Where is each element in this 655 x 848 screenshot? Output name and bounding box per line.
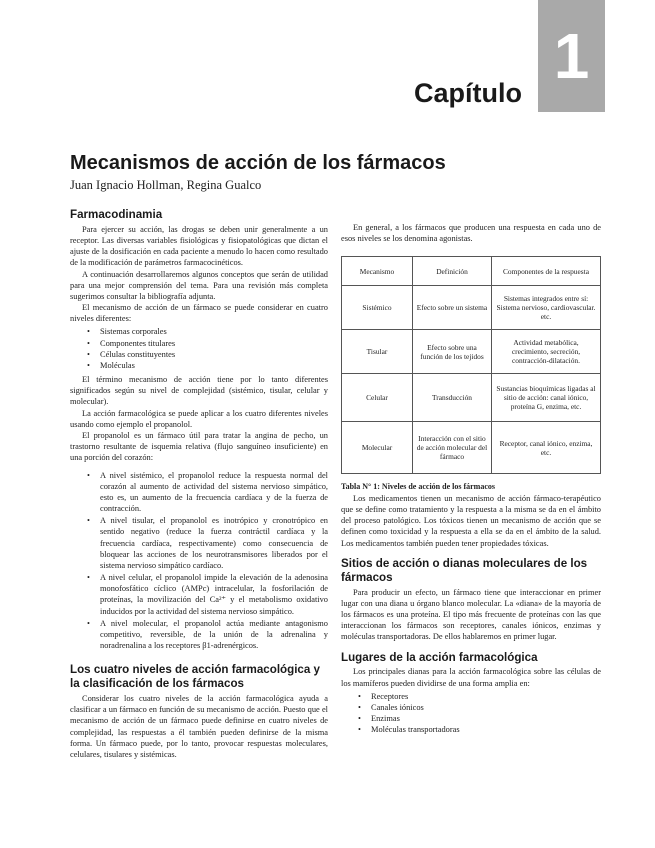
list-item: • Moléculas transportadoras [371,724,601,735]
list-item: • A nivel sistémico, el propanolol reduce la respuesta normal del corazón al aumento de actividad del sistema nervioso simpático, esto es, un aumento de la frecuencia cardíaca y de la fuerza de contracción. [100,470,328,515]
paragraph: El término mecanismo de acción tiene por lo tanto diferentes significados según su nivel de complejidad (sistémico, tisular, celular y molecular). [70,375,328,407]
paragraph: En general, a los fármacos que producen una respuesta en cada uno de esos niveles se los denomina agonistas. [341,223,601,244]
table-caption: Tabla N° 1: Niveles de acción de los fármacos [341,482,496,492]
list-item: • Receptores [371,691,601,702]
paragraph: Los principales dianas para la acción farmacológica sobre las células de los mamíferos pueden dividirse de una forma amplia en: [341,667,601,688]
table-header-cell: Definición [413,257,492,286]
table-cell: Sistemas integrados entre sí: Sistema nervioso, cardiovascular. etc. [492,286,601,330]
list-item: • Componentes titulares [100,338,328,349]
page-title: Mecanismos de acción de los fármacos [70,152,446,174]
right-column [341,222,601,738]
targets-list [341,691,601,736]
table-header-row [342,257,601,286]
table-header-cell: Mecanismo [342,257,413,286]
paragraph: A continuación desarrollaremos algunos conceptos que serán de utilidad para una mejor comprensión del tema. Para una revisión más completa sugerimos consultar la bibliografía adjunta. [70,269,328,301]
table-row [342,374,601,422]
authors: Juan Ignacio Hollman, Regina Gualco [70,178,262,192]
list-item: • A nivel tisular, el propanolol es inotrópico y cronotrópico en sentido negativo (reduce la fuerza contráctil cardíaca y la frecuencia cardíaca, respectivamente) como consecuencia de bloquear las acciones de los neurotransmisores liberados por el sistema nervioso simpático cardíaco. [100,515,328,571]
paragraph: Para producir un efecto, un fármaco tiene que interaccionar en primer lugar con una diana u órgano blanco molecular. La «diana» de la mayoría de los fármacos es una proteína. El tipo más frecuente de proteínas con las que interaccionan los fármacos son receptores, canales iónicos, enzimas y moléculas transportadoras. De ellos hablaremos en primer lugar. [341,587,601,642]
section-heading-lugares: Lugares de la acción farmacológica [341,650,538,664]
paragraph: Para ejercer su acción, las drogas se deben unir generalmente a un receptor. Las diversas variables fisiológicas y fisiopatológicas que dictan el ajuste de la dosificación en cada paciente a menudo lo hacen como resultado de la modificación de parámetros farmacocinéticos. [70,224,328,268]
table-row [342,422,601,474]
list-item: • Enzimas [371,713,601,724]
list-item: • Células constituyentes [100,349,328,360]
section-heading-farmacodinamia: Farmacodinamia [70,208,163,221]
paragraph: Los medicamentos tienen un mecanismo de acción fármaco-terapéutico que se define como tratamiento y la respuesta a la misma se da en el ámbito del proceso patológico. Los tóxicos tienen un mecanismo de acción que se definen como toxicidad y la respuesta a ella se da en el ámbito de la salud. Los medicamentos también pueden tener propiedades tóxicas. [341,493,601,548]
chapter-number: 1 [553,20,590,92]
list-item: • A nivel celular, el propanolol impide la elevación de la adenosina monofosfático cíclico (AMPc) intracelular, la fosforilación de proteínas, la movilización del Ca²⁺ y el metabolismo oxidativo inducidos por la actividad del sistema nervioso simpático. [100,572,328,617]
table-header-cell: Componentes de la respuesta [492,257,601,286]
table-row [342,286,601,330]
list-item: • Moléculas [100,360,328,371]
paragraph: Considerar los cuatro niveles de la acción farmacológica ayuda a clasificar a un fármaco en función de su mecanismo de acción. Puesto que el mecanismo de acción de un fármaco puede definirse en cuatro niveles de complejidad, las respuestas a él también pueden definirse de la misma forma. Un fármaco puede, por lo tanto, provocar respuestas moleculares, celulares, tisulares y sistémicas. [70,694,328,759]
list-item: • Canales iónicos [371,702,601,713]
chapter-number-badge [538,0,605,112]
paragraph: El mecanismo de acción de un fármaco se puede considerar en cuatro niveles diferentes: [70,303,328,324]
table-cell: Actividad metabólica, crecimiento, secreción, contracción-dilatación. [492,330,601,374]
table-cell: Molecular [342,422,413,474]
table-cell: Celular [342,374,413,422]
table-cell: Interacción con el sitio de acción molecular del fármaco [413,422,492,474]
paragraph: El propanolol es un fármaco útil para tratar la angina de pecho, un trastorno resultante de isquemia relativa (flujo sanguíneo insuficiente) en una porción del corazón: [70,431,328,463]
table-row [342,330,601,374]
section-heading-niveles: Los cuatro niveles de acción farmacológica y la clasificación de los fármacos [70,663,321,691]
list-item: • A nivel molecular, el propanolol actúa mediante antagonismo competitivo, reversible, de la unión de la adrenalina y noradrenalina a los receptores β1-adrenérgicos. [100,618,328,652]
left-column [70,208,328,760]
list-item: • Sistemas corporales [100,326,328,337]
table-cell: Transducción [413,374,492,422]
table-cell: Efecto sobre un sistema [413,286,492,330]
chapter-label: Capítulo [414,78,522,108]
table-cell: Tisular [342,330,413,374]
levels-list [70,326,328,371]
levels-table [341,256,601,474]
table-cell: Sustancias bioquímicas ligadas al sitio de acción: canal iónico, proteína G, enzima, etc. [492,374,601,422]
section-heading-sitios: Sitios de acción o dianas moleculares de los fármacos [341,556,588,584]
table-cell: Efecto sobre una función de los tejidos [413,330,492,374]
table-cell: Receptor, canal iónico, enzima, etc. [492,422,601,474]
propanolol-example-list [70,470,328,652]
paragraph: La acción farmacológica se puede aplicar a los cuatro diferentes niveles usando como ejemplo el propanolol. [70,408,328,429]
table-cell: Sistémico [342,286,413,330]
